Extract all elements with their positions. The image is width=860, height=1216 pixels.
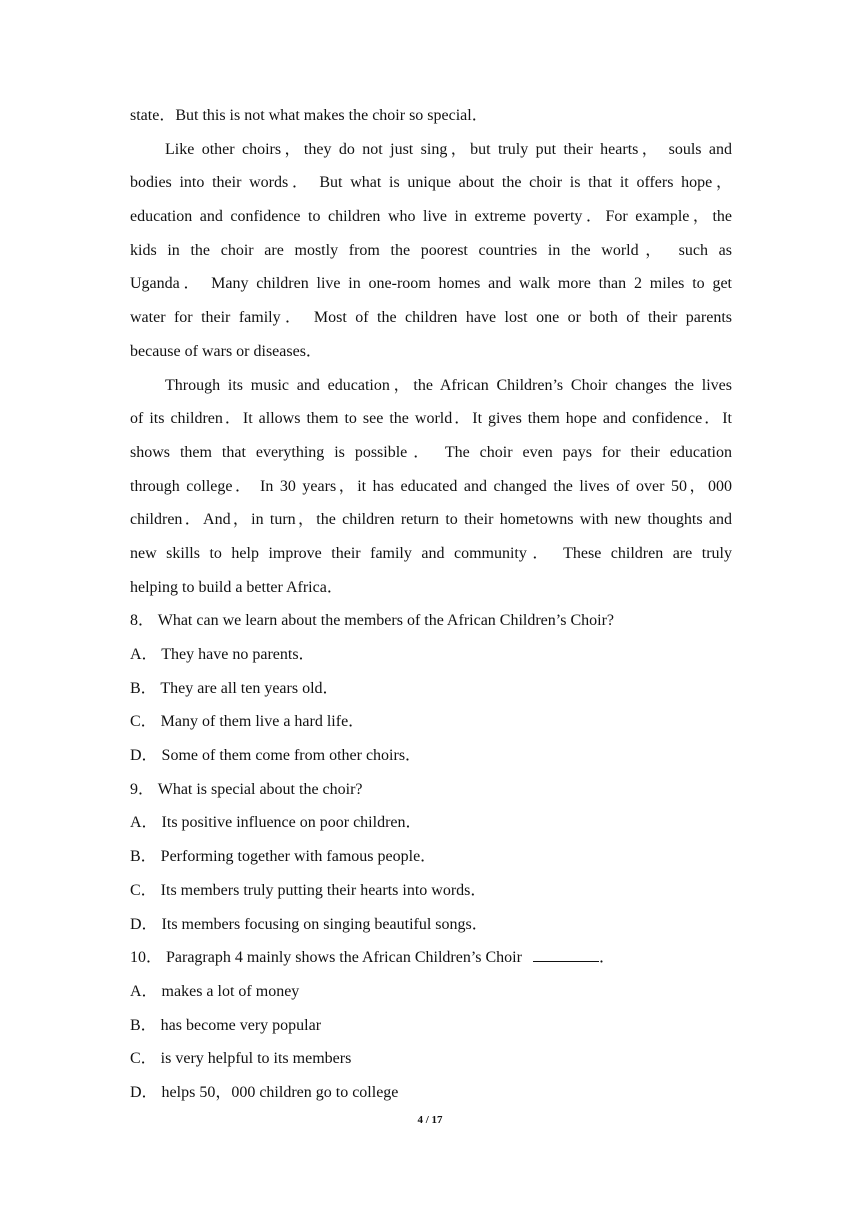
answer-option-b: B． They are all ten years old．	[130, 679, 339, 697]
passage-line: bodies into their words． But what is unique about the choir is that it offers hope，	[130, 174, 732, 192]
answer-option-a: A． They have no parents．	[130, 646, 315, 663]
passage-line: children．And，in turn，the children return to their hometowns with new thoughts and	[130, 511, 732, 529]
document-content	[130, 99, 732, 1110]
answer-option-c: C． is very helpful to its members	[130, 1050, 352, 1068]
passage-line: through college． In 30 years，it has educated and changed the lives of over 50，000	[130, 477, 732, 495]
question-10	[130, 941, 732, 1109]
answer-option-b: B． has become very popular	[130, 1016, 322, 1034]
passage-line: kids in the choir are mostly from the poorest countries in the world， such as	[130, 241, 732, 259]
passage-line: water for their family． Most of the children have lost one or both of their parents	[130, 309, 732, 327]
reading-passage	[130, 99, 732, 604]
answer-option-a: A． Its positive influence on poor children．	[130, 814, 422, 832]
passage-line: shows them that everything is possible． The choir even pays for their education	[130, 443, 732, 461]
question-8	[130, 604, 732, 772]
passage-line: Through its music and education，the African Children’s Choir changes the lives	[165, 376, 732, 394]
passage-line: education and confidence to children who live in extreme poverty．For example，the	[130, 208, 732, 226]
answer-option-c: C． Many of them live a hard life．	[130, 713, 365, 731]
answer-blank	[533, 943, 599, 962]
question-stem-end: ．	[598, 949, 615, 967]
passage-line: Uganda． Many children live in one-room homes and walk more than 2 miles to get	[130, 275, 732, 293]
page-number: 4 / 17	[417, 1114, 443, 1126]
answer-option-d: D． Its members focusing on singing beautiful songs．	[130, 915, 488, 933]
passage-line: helping to build a better Africa．	[130, 578, 343, 596]
passage-line: of its children．It allows them to see the world．It gives them hope and confidence．It	[130, 410, 732, 428]
answer-option-a: A． makes a lot of money	[130, 982, 300, 1000]
answer-option-b: B． Performing together with famous people．	[130, 848, 437, 866]
answer-option-d: D． Some of them come from other choirs．	[130, 747, 422, 765]
passage-line: because of wars or diseases．	[130, 342, 322, 360]
passage-line: new skills to help improve their family and community． These children are truly	[130, 544, 732, 562]
answer-option-d: D． helps 50，000 children go to college	[130, 1083, 399, 1101]
passage-line: state．But this is not what makes the choir so special．	[130, 107, 488, 124]
answer-option-c: C． Its members truly putting their hearts into words．	[130, 881, 487, 899]
question-9	[130, 773, 732, 941]
question-stem: 8． What can we learn about the members of the African Children’s Choir?	[130, 612, 615, 630]
passage-line: Like other choirs，they do not just sing，but truly put their hearts， souls and	[165, 140, 732, 158]
question-stem: 9． What is special about the choir?	[130, 780, 363, 798]
question-stem: 10． Paragraph 4 mainly shows the African Children’s Choir	[130, 949, 522, 967]
question-stem-line	[130, 941, 732, 975]
